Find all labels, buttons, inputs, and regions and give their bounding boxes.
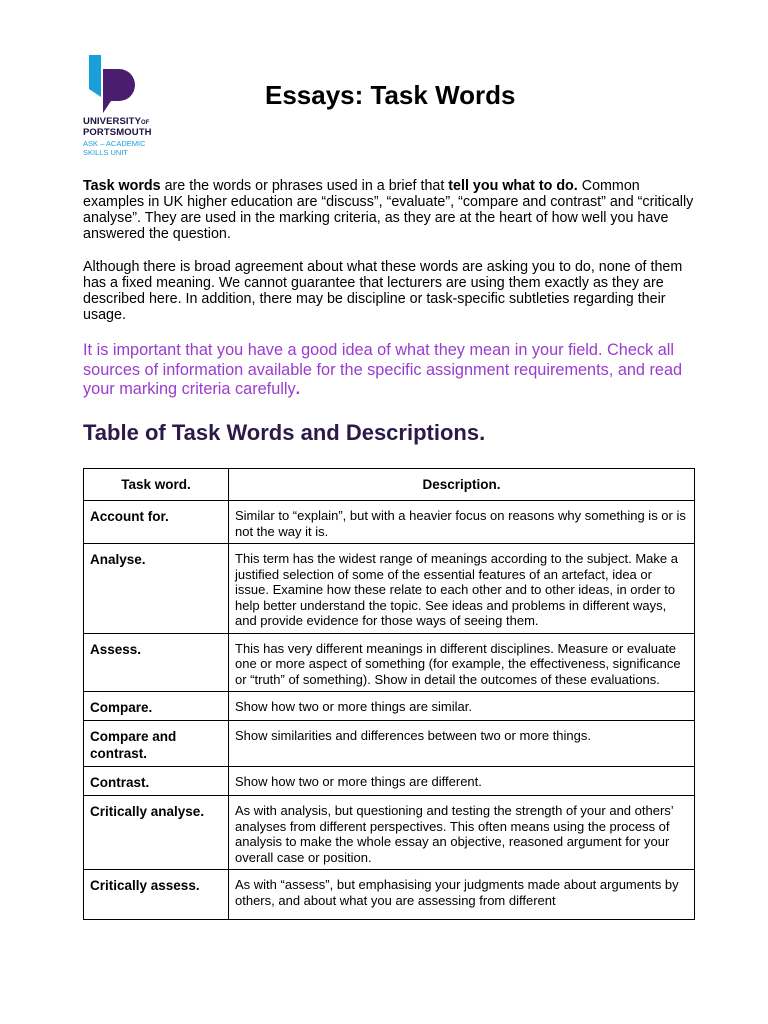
page-title: Essays: Task Words <box>265 80 516 110</box>
task-words-term: Task words <box>83 178 161 194</box>
table-row <box>84 544 695 634</box>
highlight-text: It is important that you have a good idea of what they mean in your field. Check all sources of information available for the specific assignment requirements, and read your marking criteria carefully <box>83 341 683 398</box>
table-row <box>84 796 695 870</box>
university-logo <box>83 55 173 163</box>
header-task-word: Task word. <box>84 469 229 501</box>
task-word-cell: Assess. <box>84 633 229 692</box>
task-word-cell: Compare and contrast. <box>84 721 229 767</box>
task-words-table <box>83 468 695 920</box>
table-row <box>84 870 695 920</box>
description-cell: As with analysis, but questioning and testing the strength of your and others’ analyses from different perspectives. This often means using the process of analysis to make the whole essay an objective, reasoned argument for your overall case or position. <box>229 796 695 870</box>
highlight-period: . <box>295 380 301 398</box>
description-cell: Show similarities and differences between two or more things. <box>229 721 695 767</box>
intro-text-b: Common examples in UK higher education are “discuss”, “evaluate”, “compare and contrast” and “critically analyse”. They are used in the marking criteria, as they are at the heart of how well you have answered the question. <box>83 178 694 242</box>
description-cell <box>229 870 695 920</box>
task-word-cell: Compare. <box>84 692 229 721</box>
description-cell: Show how two or more things are similar. <box>229 692 695 721</box>
page-bottom-margin <box>0 962 768 1024</box>
header-description: Description. <box>229 469 695 501</box>
table-heading: Table of Task Words and Descriptions. <box>83 420 486 445</box>
table-header-row <box>84 469 695 501</box>
task-word-cell: Contrast. <box>84 767 229 796</box>
description-cell: Show how two or more things are different. <box>229 767 695 796</box>
description-cell-text: As with “assess”, but emphasising your judgments made about arguments by others, and about what you are assessing from different <box>235 877 679 908</box>
table-row <box>84 501 695 544</box>
logo-unit-text: ASK – ACADEMIC <box>83 139 146 148</box>
table-row <box>84 633 695 692</box>
logo-unit-text-2: SKILLS UNIT <box>83 148 129 157</box>
description-cell: This has very different meanings in different disciplines. Measure or evaluate one or more aspect of something (for example, the effectiveness, significance or “truth” of something). Show in detail the outcomes of these evaluations. <box>229 633 695 692</box>
logo-university-text: UNIVERSITYOF <box>83 116 150 127</box>
task-word-cell: Critically assess. <box>84 870 229 920</box>
table-row <box>84 721 695 767</box>
intro-paragraph-2: Although there is broad agreement about what these words are asking you to do, none of them has a fixed meaning. We cannot guarantee that lecturers are using them exactly as they are described here. In addition, there may be discipline or task-specific subtleties regarding their usage. <box>83 259 683 323</box>
task-word-cell: Critically analyse. <box>84 796 229 870</box>
university-logo-icon <box>89 55 139 115</box>
tell-you-bold: tell you what to do. <box>448 178 578 194</box>
description-cell: This term has the widest range of meanings according to the subject. Make a justified selection of some of the essential features of an artefact, idea or issue. Examine how these relate to each other and to other ideas, in order to help better understand the topic. See ideas and problems in different ways, and provide evidence for those ways of seeing them. <box>229 544 695 634</box>
table-row <box>84 692 695 721</box>
intro-text-a: are the words or phrases used in a brief that <box>160 178 449 194</box>
description-cell: Similar to “explain”, but with a heavier focus on reasons why something is or is not the way it is. <box>229 501 695 544</box>
highlight-note <box>83 341 695 400</box>
task-word-cell: Analyse. <box>84 544 229 634</box>
intro-paragraph-1 <box>83 178 695 242</box>
task-word-cell: Account for. <box>84 501 229 544</box>
table-row <box>84 767 695 796</box>
logo-portsmouth-text: PORTSMOUTH <box>83 127 152 138</box>
